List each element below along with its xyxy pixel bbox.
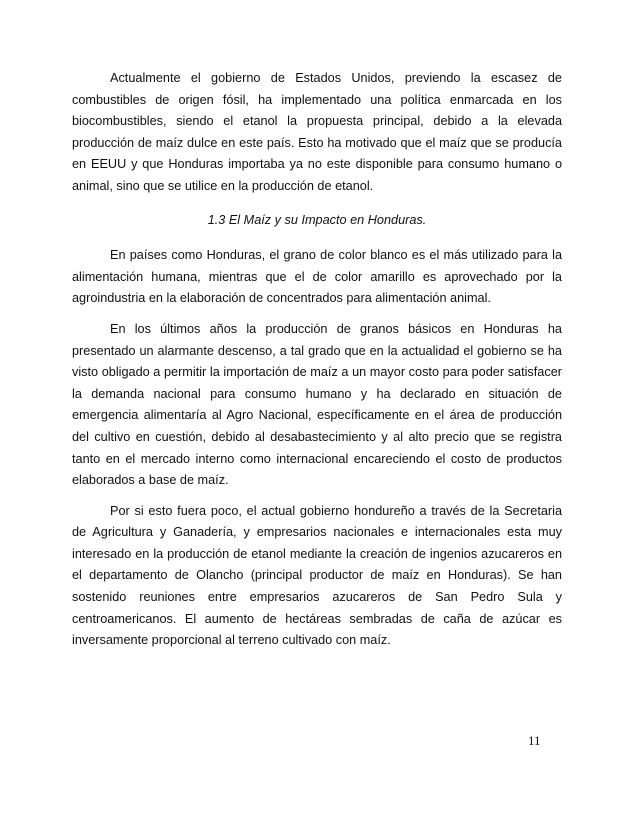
paragraph-grano-color: En países como Honduras, el grano de color blanco es el más utilizado para la alimentación humana, mientras que el de color amarillo es aprovechado por la agroindustria en la elaboración de concentrados para alimentación animal. <box>72 248 562 306</box>
section-heading: 1.3 El Maíz y su Impacto en Honduras. <box>207 212 427 227</box>
paragraph-gobierno-etanol: Por si esto fuera poco, el actual gobierno hondureño a través de la Secretaria de Agricultura y Ganadería, y empresarios nacionales e internacionales esta muy interesado en la producción de etanol mediante la creación de ingenios azucareros en el departamento de Olancho (principal productor de maíz en Honduras). Se han sostenido reuniones entre empresarios azucareros de San Pedro Sula y centroamericanos. El aumento de hectáreas sembradas de caña de azúcar es inversamente proporcional al terreno cultivado con maíz. <box>72 503 562 648</box>
page-number: 11 <box>528 733 541 748</box>
page-body <box>72 68 562 661</box>
paragraph-produccion-granos: En los últimos años la producción de granos básicos en Honduras ha presentado un alarmante descenso, a tal grado que en la actualidad el gobierno se ha visto obligado a permitir la importación de maíz a un mayor costo para poder satisfacer la demanda nacional para consumo humano y ha declarado en situación de emergencia alimentaría al Agro Nacional, específicamente en el área de producción del cultivo en cuestión, debido al desabastecimiento y al alto precio que se registra tanto en el mercado interno como internacional encareciendo el costo de productos elaborados a base de maíz. <box>72 321 562 488</box>
paragraph-biocombustibles: Actualmente el gobierno de Estados Unidos, previendo la escasez de combustibles de origen fósil, ha implementado una política enmarcada en los biocombustibles, siendo el etanol la propuesta principal, debido a la elevada producción de maíz dulce en este país. Esto ha motivado que el maíz que se producía en EEUU y que Honduras importaba ya no este disponible para consumo humano o animal, sino que se utilice en la producción de etanol. <box>72 71 562 193</box>
